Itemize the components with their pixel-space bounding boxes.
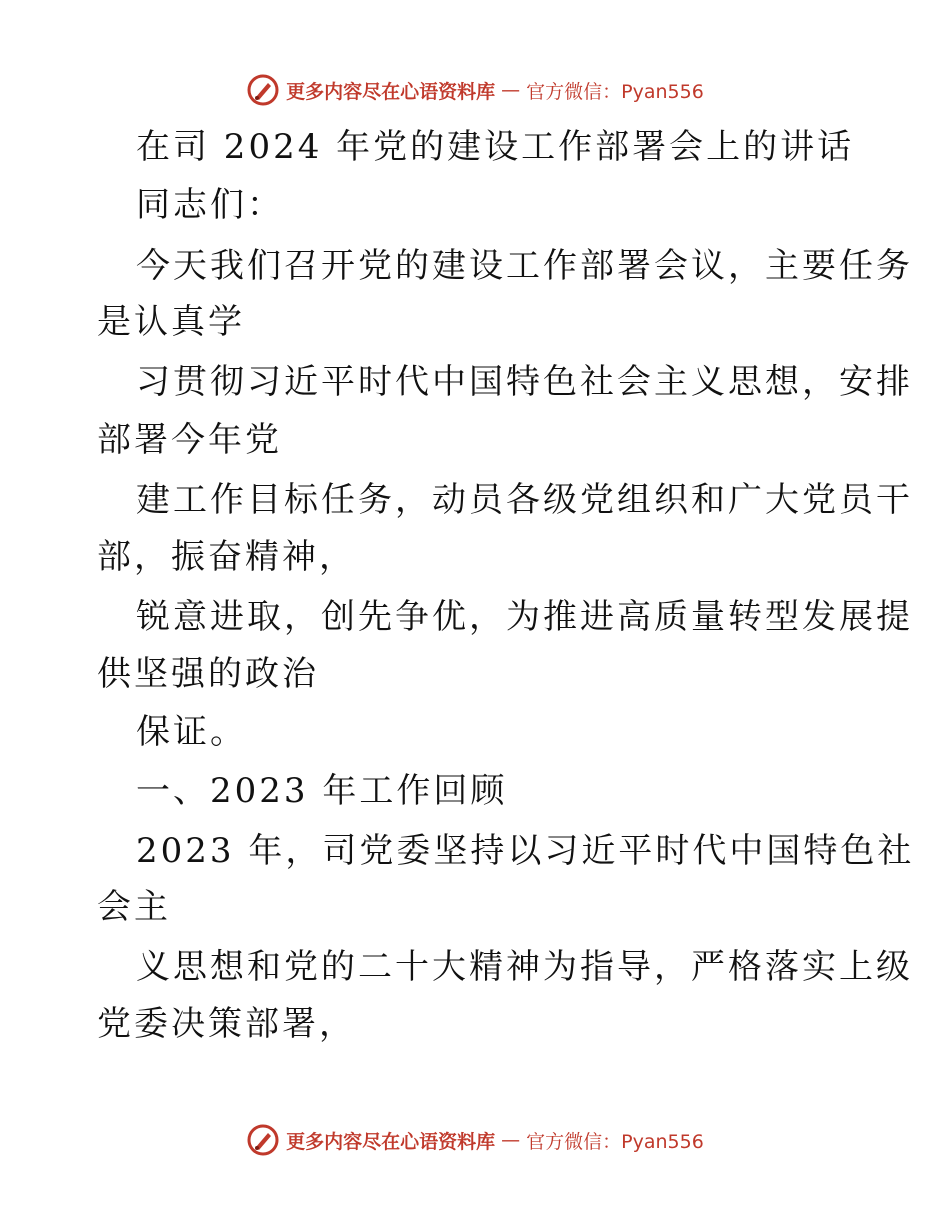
pen-logo-icon <box>246 73 280 107</box>
paragraph-line: 2023 年，司党委坚持以习近平时代中国特色社 <box>136 831 915 871</box>
paragraph-line: 保证。 <box>136 712 247 752</box>
paragraph-line: 锐意进取，创先争优，为推进高质量转型发展提 <box>136 597 913 637</box>
paragraph-line: 供坚强的政治 <box>97 654 319 694</box>
watermark-dash: — <box>501 1129 521 1151</box>
paragraph-line: 是认真学 <box>97 302 245 342</box>
header-watermark <box>0 70 950 110</box>
watermark-site-text: 更多内容尽在心语资料库 <box>286 1130 496 1153</box>
footer-watermark <box>0 1120 950 1160</box>
watermark-wechat-text: 官方微信：Pyan556 <box>526 1130 704 1153</box>
salutation: 同志们： <box>136 185 284 225</box>
paragraph-line: 义思想和党的二十大精神为指导，严格落实上级 <box>136 947 913 987</box>
section-heading: 一、2023 年工作回顾 <box>136 771 508 811</box>
paragraph-line: 党委决策部署， <box>97 1004 356 1044</box>
paragraph-line: 建工作目标任务，动员各级党组织和广大党员干 <box>136 480 913 520</box>
watermark-wechat-text: 官方微信：Pyan556 <box>526 80 704 103</box>
paragraph-line: 部署今年党 <box>97 420 282 460</box>
paragraph-line: 习贯彻习近平时代中国特色社会主义思想，安排 <box>136 362 913 402</box>
paragraph-line: 今天我们召开党的建设工作部署会议，主要任务 <box>136 246 913 286</box>
watermark-dash: — <box>501 79 521 101</box>
watermark-site-text: 更多内容尽在心语资料库 <box>286 80 496 103</box>
document-title: 在司 2024 年党的建设工作部署会上的讲话 <box>136 127 855 167</box>
pen-logo-icon <box>246 1123 280 1157</box>
paragraph-line: 部，振奋精神， <box>97 537 356 577</box>
paragraph-line: 会主 <box>97 887 171 927</box>
